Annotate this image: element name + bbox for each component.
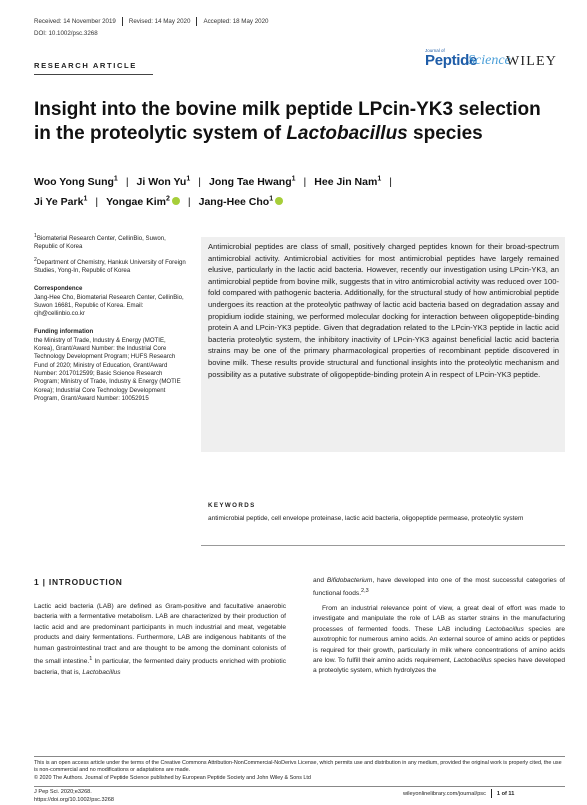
abstract-text: Antimicrobial peptides are class of small, positively charged peptides known for their broad-spectrum antimicrobial activity. Antimicrobial activities for most antimicrobial peptides have largely remained elusive, particularly in the lactic acid bacteria. However, recently our investigation using LPcin-YK3, an antimicrobial peptide from bovine milk, suggests that in vitro antimicrobial activity was reduced over 100-fold compared with pathogenic bacteria. Additionally, for the structural study of how antimicrobial peptide undergoes its reaction at the proteolytic pathway of lactic acid bacteria based on degradation assay and propidium iodide staining, we performed molecular docking for interaction between oligopeptide-binding protein A and LPcin-YK3 peptide. Given that degradation related to the LPcin-YK3 peptide in lactic acid bacteria proteolytic system, the inhibitory inactivity of LPcin-YK3 against beneficial lactic acid bacteria strains may be one of the primary pharmacological properties of recombinant peptide discovered in bovine milk. These results provide structural and functional insights into the proteolytic mechanism and possibility as a putative substrate of oligopeptide-binding protein A in respect of LPcin-YK3 peptide. bbox=[208, 242, 559, 379]
affiliation-2: $^2$Department of Chemistry, Hankuk University of Foreign Studies, Yong-In, Republic of Korea bbox=[34, 256, 186, 274]
page-footer-right bbox=[403, 789, 514, 798]
correspondence-heading: Correspondence bbox=[34, 285, 83, 293]
paragraph: and Bifidobacterium, have developed into one of the most successful categories of functional foods.$^{2,3}$ bbox=[313, 577, 565, 598]
article-title bbox=[34, 98, 562, 146]
keywords: antimicrobial peptide, cell envelope proteinase, lactic acid bacteria, oligopeptide permease, proteolytic system bbox=[208, 515, 524, 522]
publisher-logo[interactable]: WILEY bbox=[506, 54, 558, 69]
author[interactable]: Jong Tae Hwang$^1$ bbox=[208, 175, 296, 188]
author-list bbox=[34, 170, 554, 211]
doi[interactable]: DOI: 10.1002/psc.3268 bbox=[34, 30, 98, 37]
correspondence: Jang-Hee Cho, Biomaterial Research Center, CellinBio, Suwon 16681, Republic of Korea. Email: cjh@cellinbio.co.kr bbox=[34, 293, 184, 318]
paragraph: From an industrial relevance point of view, a great deal of effort was made to investigate and manipulate the role of LAB as starter strains in the manufacturing processes of fermented foods. These LAB including Lactobacillus species are auxotrophic for numerous amino acids. An external source of amino acids or peptides is required for their growth, particularly in milk where concentrations of amino acids are low. To fulfill their amino acids requirement, Lactobacillus species have developed a proteolytic system, which hydrolyzes the bbox=[313, 605, 565, 675]
author[interactable]: Jang-Hee Cho$^1$ bbox=[199, 196, 284, 208]
license-note bbox=[34, 760, 565, 782]
title-italic-text: Lactobacillus bbox=[286, 123, 408, 144]
author[interactable]: Ji Ye Park$^1$ bbox=[34, 195, 88, 208]
article-dates bbox=[34, 17, 268, 26]
divider: | bbox=[198, 175, 201, 188]
keywords-heading: KEYWORDS bbox=[208, 502, 256, 509]
divider bbox=[34, 756, 565, 757]
divider: | bbox=[187, 196, 191, 208]
body-column-right bbox=[313, 576, 565, 677]
journal-citation bbox=[34, 789, 114, 804]
divider: | bbox=[95, 196, 99, 208]
citation: J Pep Sci. 2020;e3268. bbox=[34, 789, 92, 795]
copyright-text: © 2020 The Authors. Journal of Peptide Science published by European Peptide Society and John Wiley & Sons Ltd bbox=[34, 774, 311, 781]
orcid-icon[interactable] bbox=[275, 197, 283, 205]
title-text-end: species bbox=[407, 123, 483, 144]
license-text: This is an open access article under the terms of the Creative Commons Attribution-NonCommercial-NoDerivs License, which permits use and distribution in any medium, provided the original work is properly cited, the use is non-commercial and no modifications or adaptations are made. bbox=[34, 760, 562, 774]
divider bbox=[34, 786, 565, 787]
author[interactable]: Woo Yong Sung$^1$ bbox=[34, 175, 118, 188]
doi-link[interactable]: https://doi.org/10.1002/psc.3268 bbox=[34, 796, 114, 803]
divider bbox=[196, 17, 197, 26]
journal-logo-science[interactable]: Science bbox=[468, 53, 511, 68]
journal-logo-prefix: Journal of bbox=[425, 48, 445, 53]
website-link[interactable]: wileyonlinelibrary.com/journal/psc bbox=[403, 790, 486, 797]
divider bbox=[491, 789, 492, 798]
page-number: 1 of 11 bbox=[496, 790, 515, 797]
funding-heading: Funding information bbox=[34, 328, 94, 336]
orcid-icon[interactable] bbox=[172, 197, 180, 205]
paragraph: Lactic acid bacteria (LAB) are defined as Gram-positive and facultative anaerobic bacteria with a fermentative metabolism. LAB are characterized by their production of lactic acid and are predominant participants in much industrial and meat, vegetable products and dairy fermentations. Furthermore, LAB are indigenous habitants of the human gastrointestinal tract and are thought to be among the dominant colonists of the small intestine.$^1$ In particular, the fermented dairy products enriched with probiotic bacteria, that is, Lactobacillus bbox=[34, 603, 287, 676]
author[interactable]: Hee Jin Nam$^1$ bbox=[314, 175, 382, 188]
divider bbox=[34, 74, 153, 75]
affiliations bbox=[34, 232, 186, 407]
journal-logo-peptide[interactable]: Peptide bbox=[425, 52, 478, 69]
author[interactable]: Ji Won Yu$^1$ bbox=[136, 175, 191, 188]
divider: | bbox=[125, 175, 129, 188]
accepted-date: Accepted: 18 May 2020 bbox=[203, 18, 269, 25]
section-heading: 1 | INTRODUCTION bbox=[34, 577, 123, 587]
revised-date: Revised: 14 May 2020 bbox=[128, 18, 191, 25]
affiliation-1: $^1$Biomaterial Research Center, CellinBio, Suwon, Republic of Korea bbox=[34, 233, 166, 251]
received-date: Received: 14 November 2019 bbox=[34, 18, 116, 25]
divider: | bbox=[389, 175, 392, 188]
body-column-left bbox=[34, 602, 286, 678]
funding-info: the Ministry of Trade, Industry & Energy (MOTIE, Korea), Grant/Award Number: the Industrial Core Technology Development Program; HUFS Research Fund of 2020; Ministry of Education, Grant/Award Number: 2017012599; Basic Science Research Program; Ministry of Trade, Industry & Energy (MOTIE Korea); Industrial Core Technology Development Program, Grant/Award Number: 10052915 bbox=[34, 336, 181, 402]
title-text: Insight into the bovine milk peptide LPcin-YK3 selection in the proteolytic system of bbox=[34, 99, 541, 144]
article-type: RESEARCH ARTICLE bbox=[34, 61, 137, 70]
divider bbox=[201, 545, 565, 546]
divider: | bbox=[303, 175, 307, 188]
divider bbox=[122, 17, 123, 26]
author[interactable]: Yongae Kim$^2$ bbox=[106, 196, 180, 208]
